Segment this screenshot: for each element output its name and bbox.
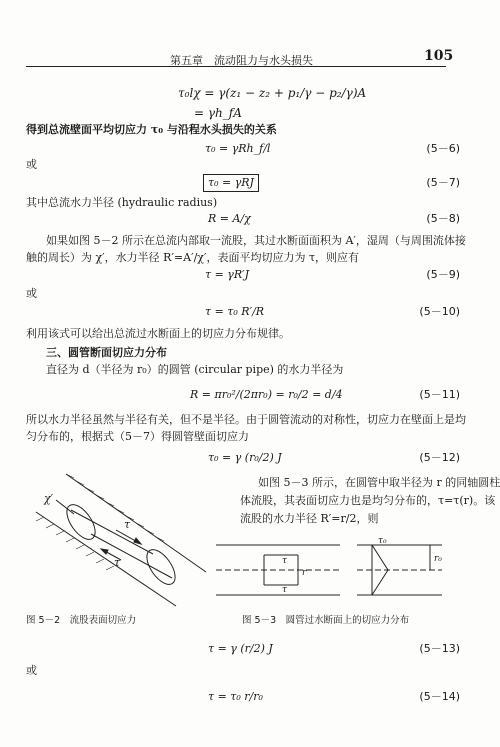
word-or-3: 或 bbox=[26, 664, 37, 677]
equation-number-5-12: (5－12) bbox=[419, 451, 460, 464]
fig53-label-tau-bot: τ bbox=[282, 585, 287, 595]
fig52-label-tau-2: τ bbox=[114, 556, 121, 569]
word-or-2: 或 bbox=[26, 287, 37, 300]
equation-5-6: τ₀ = γRh_f/l bbox=[205, 142, 271, 155]
hydraulic-radius-line: 其中总流水力半径 (hydraulic radius) bbox=[26, 196, 218, 209]
figure-5-2-caption: 图 5－2 流股表面切应力 bbox=[26, 615, 137, 626]
figure-5-2 bbox=[26, 472, 226, 607]
page-number: 105 bbox=[424, 48, 454, 64]
equation-number-5-14: (5－14) bbox=[419, 690, 460, 703]
paragraph-1-line-1: 如果如图 5－2 所示在总流内部取一流股，其过水断面面积为 A′，湿周（与周围流体接 bbox=[46, 234, 466, 247]
equation-5-9: τ = γR′J bbox=[205, 268, 250, 281]
word-or-1: 或 bbox=[26, 158, 37, 171]
fig53-label-r: r bbox=[302, 568, 307, 578]
paragraph-5-line-1: 如图 5－3 所示，在圆管中取半径为 r 的同轴圆柱 bbox=[258, 476, 500, 489]
paragraph-5-line-2: 体流股，其表面切应力也是均匀分布的，τ=τ(r)。该 bbox=[240, 494, 496, 507]
chapter-title: 第五章 流动阻力与水头损失 bbox=[170, 54, 313, 67]
equation-5-7: τ₀ = γRJ bbox=[203, 174, 259, 192]
paragraph-4-line-2: 匀分布的，根据式（5－7）得圆管壁面切应力 bbox=[26, 430, 249, 443]
section-heading-3: 三、圆管断面切应力分布 bbox=[46, 346, 167, 359]
paragraph-5-line-3: 流股的水力半径 R′=r/2，则 bbox=[240, 512, 379, 525]
equation-5-13: τ = γ (r/2) J bbox=[208, 642, 273, 655]
equation-number-5-6: (5－6) bbox=[426, 142, 460, 155]
equation-number-5-7: (5－7) bbox=[426, 176, 460, 189]
equation-number-5-11: (5－11) bbox=[419, 388, 460, 401]
figure-5-3 bbox=[212, 533, 452, 608]
equation-number-5-8: (5－8) bbox=[426, 212, 460, 225]
equation-force-balance: τ₀lχ = γ(z₁ − z₂ + p₁/γ − p₂/γ)A bbox=[178, 86, 367, 100]
paragraph-3: 直径为 d（半径为 r₀）的圆管 (circular pipe) 的水力半径为 bbox=[46, 363, 344, 376]
figure-5-3-caption: 图 5－3 圆管过水断面上的切应力分布 bbox=[242, 615, 410, 626]
equation-number-5-9: (5－9) bbox=[426, 268, 460, 281]
equation-number-5-10: (5－10) bbox=[419, 305, 460, 318]
equation-number-5-13: (5－13) bbox=[419, 642, 460, 655]
equation-5-12: τ₀ = γ (r₀/2) J bbox=[208, 451, 282, 464]
paragraph-1-line-2: 触的周长）为 χ′，水力半径 R′=A′/χ′，表面平均切应力为 τ，则应有 bbox=[26, 251, 360, 264]
equation-5-11: R = πr₀²/(2πr₀) = r₀/2 = d/4 bbox=[190, 388, 343, 401]
equation-force-balance-cont: = γh_fA bbox=[194, 106, 242, 120]
fig52-label-chi: χ′ bbox=[44, 492, 54, 505]
paragraph-4-line-1: 所以水力半径虽然与半径有关，但不是半径。由于圆管流动的对称性，切应力在壁面上是均 bbox=[26, 413, 466, 426]
header-rule bbox=[26, 66, 446, 67]
equation-5-14: τ = τ₀ r/r₀ bbox=[208, 690, 263, 703]
fig53-label-r0: r₀ bbox=[434, 554, 442, 564]
fig53-label-tau-top: τ bbox=[282, 556, 287, 566]
fig52-label-tau-1: τ bbox=[124, 518, 131, 531]
heading-relation: 得到总流壁面平均切应力 τ₀ 与沿程水头损失的关系 bbox=[26, 123, 277, 136]
equation-5-8: R = A/χ bbox=[208, 212, 251, 225]
fig53-label-tau0: τ₀ bbox=[378, 536, 387, 546]
paragraph-2: 利用该式可以给出总流过水断面上的切应力分布规律。 bbox=[26, 327, 290, 340]
equation-5-10: τ = τ₀ R′/R bbox=[205, 305, 265, 318]
